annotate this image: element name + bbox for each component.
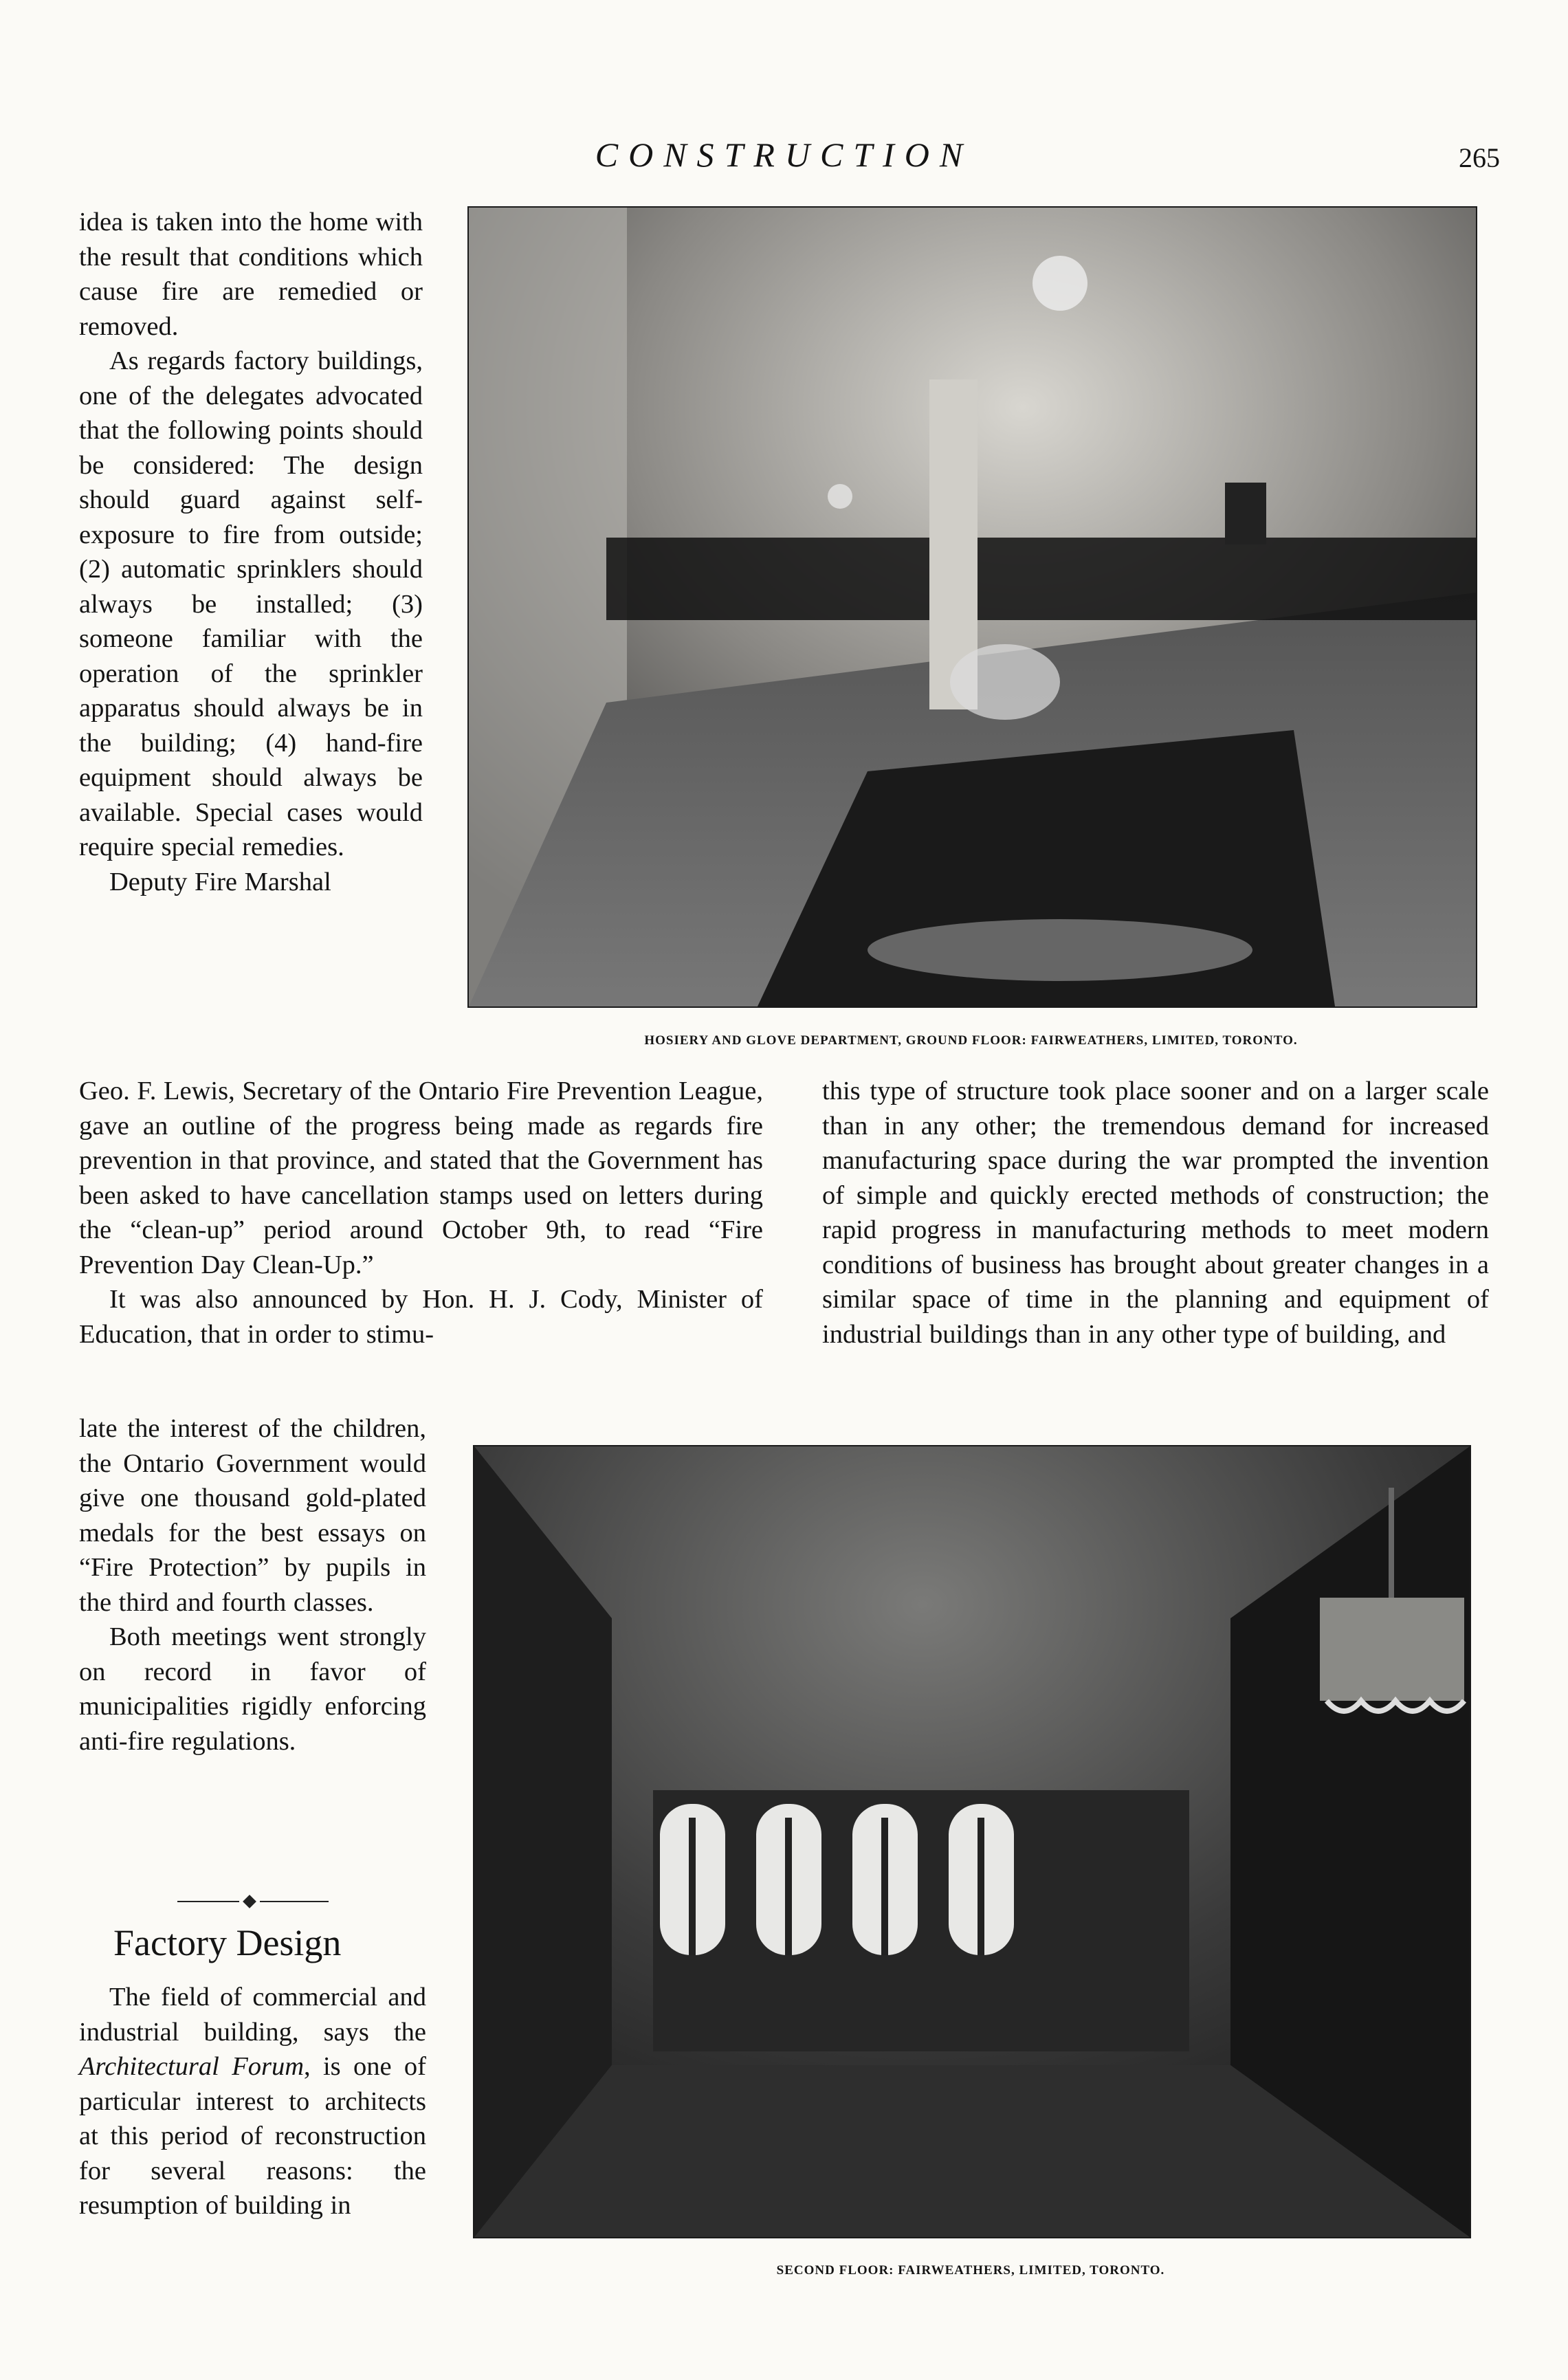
photo-caption: HOSIERY AND GLOVE DEPARTMENT, GROUND FLOOR: FAIRWEATHERS, LIMITED, TORONTO. (644, 1033, 1298, 1048)
source-title: Architectural Forum (79, 2052, 304, 2081)
paragraph: late the interest of the children, the Ontario Government would give one thousand gold-plated medals for the best essays on “Fire Protection” by pupils in the third and fourth classes. (79, 1414, 426, 1617)
paragraph: this type of structure took place sooner and on a larger scale than in any other; the tremendous demand for increased manufacturing space during the war prompted the invention of simple and quickly erected methods of construction; the rapid progress in manufacturing methods to meet modern conditions of business has brought about greater changes in a similar space of time in the planning and equipment of industrial buildings than in any other type of building, and (822, 1077, 1489, 1349)
photo-hosiery-department (467, 206, 1477, 1008)
divider-right (260, 1901, 329, 1902)
section-heading: Factory Design (113, 1922, 342, 1963)
photo-caption: SECOND FLOOR: FAIRWEATHERS, LIMITED, TORONTO. (776, 2263, 1165, 2278)
divider-left (177, 1901, 239, 1902)
left-column-top (79, 205, 423, 899)
paragraph: Both meetings went strongly on record in favor of municipalities rigidly enforcing anti-fire regulations. (79, 1622, 426, 1756)
paragraph: Geo. F. Lewis, Secretary of the Ontario Fire Prevention League, gave an outline of the progress being made as regards fire prevention in that province, and stated that the Government has been asked to have cancellation stamps used on letters during the “clean-up” period around October 9th, to read “Fire Prevention Day Clean-Up.” (79, 1077, 763, 1279)
paragraph: Deputy Fire Marshal (109, 867, 331, 896)
paragraph: As regards factory buildings, one of the delegates advocated that the following points should be considered: The design should guard against self-exposure to fire from outside; (2) automatic sprinklers should always be installed; (3) someone familiar with the operation of the sprinkler apparatus should always be in the building; (4) hand-fire equipment should always be available. Special cases would require special remedies. (79, 346, 423, 861)
paragraph: idea is taken into the home with the result that conditions which cause fire are remedied or removed. (79, 208, 423, 341)
ornament-icon (243, 1895, 256, 1908)
paragraph: The field of commercial and industrial building, says the Architectural Forum, is one of particular interest to architects at this period of reconstruction for several reasons: the resumption of building in (79, 1983, 426, 2220)
interior-photo-illustration (469, 208, 1476, 1006)
interior-photo-illustration (474, 1446, 1470, 2237)
paragraph: It was also announced by Hon. H. J. Cody, Minister of Education, that in order to stimu- (79, 1285, 763, 1349)
page-number: 265 (1459, 142, 1500, 173)
right-block (822, 1074, 1489, 1352)
running-head: CONSTRUCTION (595, 135, 973, 174)
section-body (79, 1980, 426, 2223)
photo-second-floor (473, 1445, 1471, 2238)
left-wide-block (79, 1074, 763, 1352)
left-column-bottom (79, 1411, 426, 1759)
